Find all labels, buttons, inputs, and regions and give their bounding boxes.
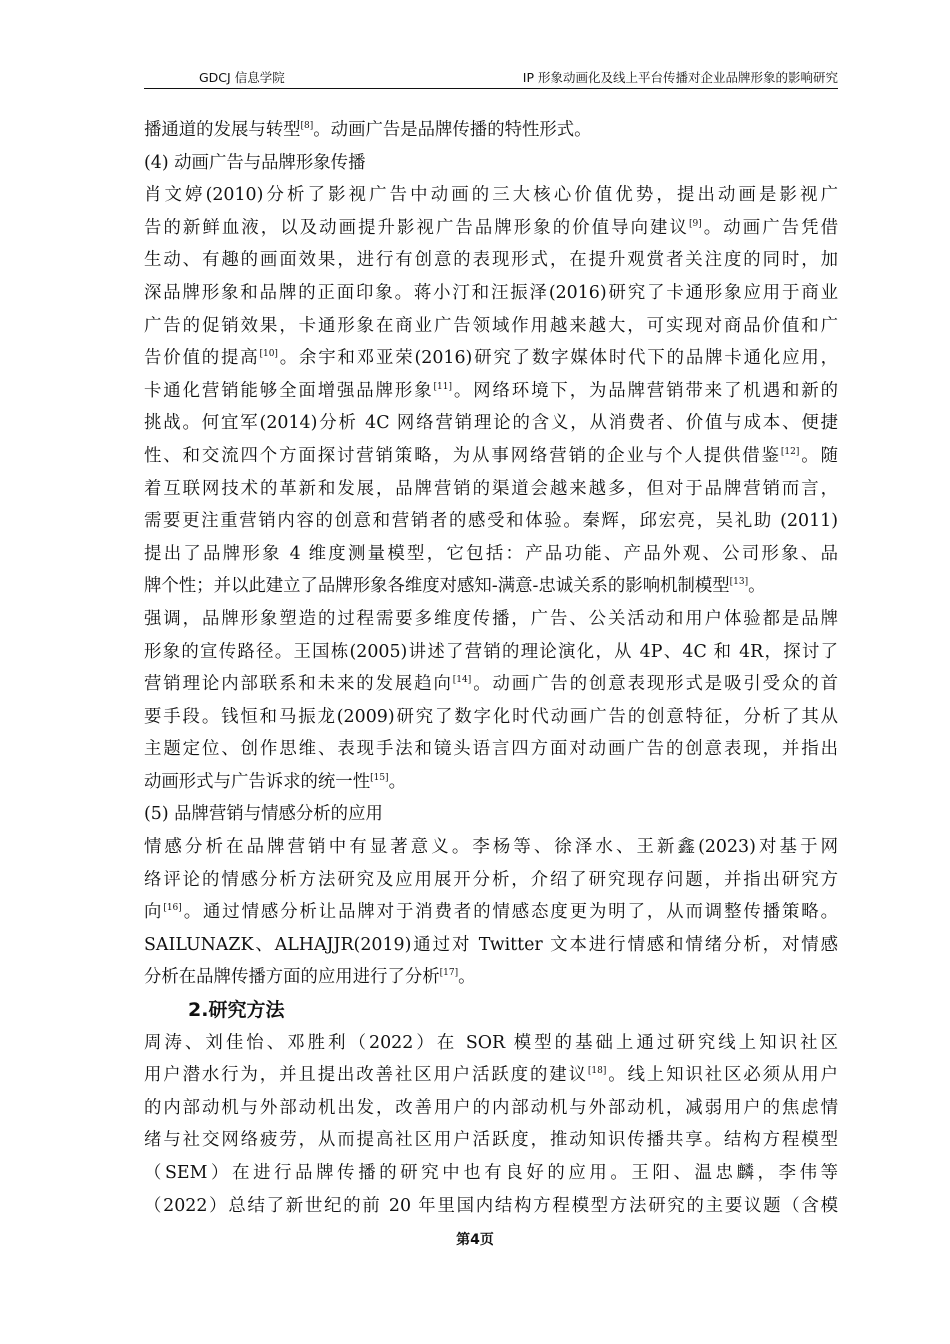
header-title: IP 形象动画化及线上平台传播对企业品牌形象的影响研究: [522, 70, 838, 85]
line-text: 性、和交流四个方面探讨营销策略，为从事网络营销的企业与个人提供借鉴: [144, 445, 781, 466]
line-text: 的内部动机与外部动机出发，改善用户的内部动机与外部动机，减弱用户的焦虑情: [144, 1097, 838, 1118]
text-line: [144, 1027, 838, 1060]
line-tail: 。动画广告的创意表现形式是吸引受众的首: [471, 674, 838, 695]
line-text: 用户潜水行为，并且提出改善社区用户活跃度的建议: [144, 1065, 588, 1086]
text-line: [144, 896, 838, 929]
text-line: [144, 1092, 838, 1125]
line-text: 着互联网技术的革新和发展，品牌营销的渠道会越来越多，但对于品牌营销而言，: [144, 478, 838, 499]
citation-ref: [15]: [370, 772, 389, 783]
line-text: （SEM）在进行品牌传播的研究中也有良好的应用。王阳、温忠麟，李伟等: [144, 1163, 838, 1183]
line-tail: 。: [748, 576, 766, 597]
text-line: [144, 407, 838, 440]
line-tail: 。: [388, 771, 406, 792]
text-line: [144, 505, 838, 538]
line-tail: 。线上知识社区必须从用户: [606, 1065, 838, 1086]
text-line: [144, 961, 838, 994]
line-text: (4) 动画广告与品牌形象传播: [144, 152, 366, 173]
line-text: 告的新鲜血液，以及动画提升影视广告品牌形象的价值导向建议: [144, 217, 689, 238]
text-line: [144, 440, 838, 473]
line-text: (5) 品牌营销与情感分析的应用: [144, 804, 383, 825]
line-text: 播通道的发展与转型: [144, 120, 301, 140]
text-line: [144, 701, 838, 734]
line-tail: 。动画广告是品牌传播的特性形式。: [313, 120, 592, 140]
line-text: 肖文婷(2010)分析了影视广告中动画的三大核心价值优势，提出动画是影视广: [144, 185, 838, 206]
citation-ref: [11]: [433, 381, 452, 392]
text-line: [144, 473, 838, 506]
line-text: 提出了品牌形象 4 维度测量模型，它包括：产品功能、产品外观、公司形象、品: [144, 543, 838, 564]
text-line: [144, 636, 838, 669]
line-text: 2.研究方法: [188, 999, 285, 1022]
text-line: [144, 342, 838, 375]
line-text: 要手段。钱恒和马振龙(2009)研究了数字化时代动画广告的创意特征，分析了其从: [144, 706, 838, 727]
citation-ref: [17]: [439, 968, 459, 979]
text-line: [144, 798, 838, 831]
citation-ref: [8]: [300, 121, 314, 131]
text-line: [144, 277, 838, 310]
page-header: [144, 62, 838, 89]
text-line: [144, 929, 838, 962]
text-line: [144, 766, 838, 799]
text-line: [144, 538, 838, 571]
citation-ref: [10]: [259, 349, 278, 360]
line-tail: 。: [458, 967, 476, 988]
text-line: [144, 864, 838, 897]
citation-ref: [18]: [587, 1066, 607, 1077]
line-text: 绪与社交网络疲劳，从而提高社区用户活跃度，推动知识传播共享。结构方程模型: [144, 1130, 838, 1151]
line-text: 营销理论内部联系和未来的发展趋向: [144, 674, 453, 695]
line-text: 形象的宣传路径。王国栋(2005)讲述了营销的理论演化，从 4P、4C 和 4R，探讨了: [144, 641, 838, 662]
page-number: 第4页: [456, 1232, 494, 1248]
text-line: [144, 603, 838, 636]
text-line: [144, 114, 838, 147]
text-line: [144, 244, 838, 277]
line-text: 主题定位、创作思维、表现手法和镜头语言四方面对动画广告的创意表现，并指出: [144, 739, 838, 760]
line-text: （2022）总结了新世纪的前 20 年里国内结构方程模型方法研究的主要议题（含模: [144, 1195, 838, 1216]
line-text: SAILUNAZK、ALHAJJR(2019)通过对 Twitter 文本进行情感和情绪分析，对情感: [144, 934, 838, 955]
text-line: [144, 668, 838, 701]
text-line: [144, 570, 838, 603]
text-line: [144, 733, 838, 766]
citation-ref: [14]: [452, 675, 472, 686]
body-text: [144, 114, 838, 1222]
line-text: 牌个性；并以此建立了品牌形象各维度对感知-满意-忠诚关系的影响机制模型: [144, 576, 730, 597]
line-text: 动画形式与广告诉求的统一性: [144, 771, 371, 792]
line-text: 生动、有趣的画面效果，进行有创意的表现形式，在提升观赏者关注度的同时，加: [144, 250, 838, 271]
text-line: [144, 1157, 838, 1190]
line-text: 分析在品牌传播方面的应用进行了分析: [144, 967, 440, 988]
text-line: [144, 831, 838, 864]
section-heading: [144, 994, 838, 1027]
line-text: 告价值的提高: [144, 348, 260, 369]
line-tail: 。动画广告凭借: [701, 217, 838, 238]
line-text: 广告的促销效果，卡通形象在商业广告领域作用越来越大，可实现对商品价值和广: [144, 315, 838, 336]
line-tail: 。通过情感分析让品牌对于消费者的情感态度更为明了，从而调整传播策略。: [181, 902, 838, 923]
header-institution: GDCJ 信息学院: [199, 70, 285, 85]
text-line: [144, 1059, 838, 1092]
line-tail: 。余宇和邓亚荣(2016)研究了数字媒体时代下的品牌卡通化应用，: [277, 348, 838, 369]
line-text: 情感分析在品牌营销中有显著意义。李杨等、徐泽水、王新鑫(2023)对基于网: [144, 837, 838, 858]
line-tail: 。网络环境下，为品牌营销带来了机遇和新的: [451, 380, 838, 401]
line-text: 强调，品牌形象塑造的过程需要多维度传播，广告、公关活动和用户体验都是品牌: [144, 608, 838, 629]
text-line: [144, 179, 838, 212]
text-line: [144, 147, 838, 180]
citation-ref: [12]: [780, 446, 800, 457]
citation-ref: [9]: [688, 218, 702, 229]
line-text: 络评论的情感分析方法研究及应用展开分析，介绍了研究现存问题，并指出研究方: [144, 869, 838, 890]
text-line: [144, 1190, 838, 1223]
line-text: 挑战。何宜军(2014)分析 4C 网络营销理论的含义，从消费者、价值与成本、便捷: [144, 413, 838, 434]
line-text: 向: [144, 902, 164, 923]
line-tail: 。随: [799, 445, 838, 466]
citation-ref: [13]: [729, 577, 749, 588]
citation-ref: [16]: [163, 903, 182, 914]
line-text: 需要更注重营销内容的创意和营销者的感受和体验。秦辉，邱宏亮，吴礼助 (2011): [144, 511, 838, 532]
text-line: [144, 310, 838, 343]
text-line: [144, 1124, 838, 1157]
text-line: [144, 212, 838, 245]
line-text: 周涛、刘佳怡、邓胜利（2022）在 SOR 模型的基础上通过研究线上知识社区: [144, 1032, 838, 1053]
text-line: [144, 375, 838, 408]
line-text: 卡通化营销能够全面增强品牌形象: [144, 380, 434, 401]
line-text: 深品牌形象和品牌的正面印象。蒋小汀和汪振泽(2016)研究了卡通形象应用于商业: [144, 282, 838, 303]
